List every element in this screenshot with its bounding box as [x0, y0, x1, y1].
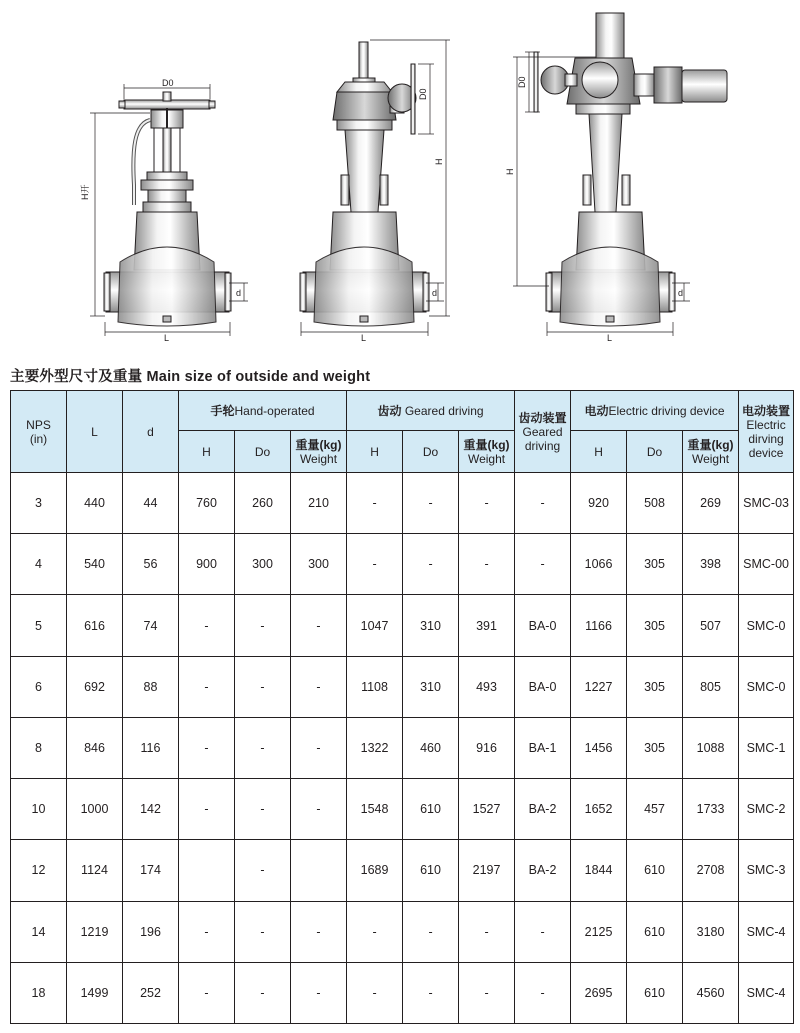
size-weight-table [10, 390, 794, 1024]
cell-hand-h: - [179, 595, 235, 656]
cell-elec-wt: 398 [683, 534, 739, 595]
cell-gear-do: 310 [403, 656, 459, 717]
table-row [11, 656, 794, 717]
cell-d: 174 [123, 840, 179, 901]
header-nps: NPS (in) [11, 391, 67, 473]
cell-elec-dev: SMC-4 [739, 962, 794, 1023]
electric-l-label: L [607, 333, 613, 343]
cell-elec-do: 610 [627, 840, 683, 901]
geared-d0-label: D0 [418, 88, 428, 100]
cell-gear-do: 610 [403, 779, 459, 840]
cell-gear-dev: BA-0 [515, 656, 571, 717]
header-electric-do: Do [627, 431, 683, 473]
cell-d: 44 [123, 473, 179, 534]
cell-nps: 6 [11, 656, 67, 717]
cell-d: 116 [123, 717, 179, 778]
header-l: L [67, 391, 123, 473]
header-geared-device: 齿动装置 Geared driving [515, 391, 571, 473]
cell-gear-wt: - [459, 901, 515, 962]
cell-d: 252 [123, 962, 179, 1023]
cell-gear-wt: - [459, 962, 515, 1023]
valve-drawings [0, 0, 800, 350]
cell-elec-do: 457 [627, 779, 683, 840]
hand-h-label: H开 [80, 184, 90, 200]
table-row [11, 595, 794, 656]
hand-operated-valve-drawing [104, 92, 231, 326]
cell-gear-wt: - [459, 534, 515, 595]
cell-nps: 18 [11, 962, 67, 1023]
header-geared-do: Do [403, 431, 459, 473]
cell-gear-do: - [403, 534, 459, 595]
cell-hand-h: - [179, 656, 235, 717]
cell-hand-h [179, 840, 235, 901]
electric-d0-label: D0 [517, 76, 527, 88]
cell-hand-wt: 210 [291, 473, 347, 534]
cell-gear-wt: - [459, 473, 515, 534]
cell-gear-do: 460 [403, 717, 459, 778]
cell-elec-h: 1227 [571, 656, 627, 717]
cell-hand-h: 900 [179, 534, 235, 595]
cell-hand-wt: - [291, 656, 347, 717]
cell-gear-h: - [347, 962, 403, 1023]
cell-hand-do: - [235, 656, 291, 717]
cell-gear-dev: BA-0 [515, 595, 571, 656]
cell-d: 88 [123, 656, 179, 717]
cell-elec-do: 305 [627, 717, 683, 778]
cell-elec-h: 1456 [571, 717, 627, 778]
cell-gear-wt: 2197 [459, 840, 515, 901]
cell-hand-do: 300 [235, 534, 291, 595]
cell-gear-wt: 1527 [459, 779, 515, 840]
cell-gear-dev: BA-2 [515, 840, 571, 901]
hand-d-label: d [236, 288, 242, 298]
cell-elec-wt: 3180 [683, 901, 739, 962]
cell-hand-do: - [235, 717, 291, 778]
cell-hand-h: - [179, 901, 235, 962]
cell-elec-do: 305 [627, 534, 683, 595]
cell-hand-wt [291, 840, 347, 901]
cell-l: 1124 [67, 840, 123, 901]
electric-d-label: d [678, 288, 684, 298]
header-electric-weight: 重量(kg) Weight [683, 431, 739, 473]
cell-elec-h: 1652 [571, 779, 627, 840]
cell-gear-h: 1108 [347, 656, 403, 717]
cell-elec-wt: 507 [683, 595, 739, 656]
header-d: d [123, 391, 179, 473]
cell-nps: 12 [11, 840, 67, 901]
cell-gear-wt: 916 [459, 717, 515, 778]
table-row [11, 901, 794, 962]
header-hand-do: Do [235, 431, 291, 473]
cell-d: 56 [123, 534, 179, 595]
cell-hand-h: - [179, 962, 235, 1023]
section-title: 主要外型尺寸及重量 Main size of outside and weight [10, 369, 371, 385]
cell-elec-h: 1844 [571, 840, 627, 901]
table-row [11, 717, 794, 778]
cell-gear-h: 1548 [347, 779, 403, 840]
cell-hand-do: - [235, 962, 291, 1023]
cell-hand-wt: - [291, 901, 347, 962]
cell-hand-wt: - [291, 717, 347, 778]
table-row [11, 534, 794, 595]
cell-elec-wt: 4560 [683, 962, 739, 1023]
cell-hand-do: - [235, 595, 291, 656]
table-row [11, 473, 794, 534]
geared-d-label: d [432, 288, 438, 298]
cell-gear-dev: BA-1 [515, 717, 571, 778]
cell-elec-h: 2125 [571, 901, 627, 962]
cell-gear-dev: BA-2 [515, 779, 571, 840]
header-geared-driving: 齿动 Geared driving [347, 391, 515, 431]
cell-nps: 3 [11, 473, 67, 534]
electric-valve-drawing [534, 13, 727, 326]
cell-elec-dev: SMC-00 [739, 534, 794, 595]
geared-l-label: L [361, 333, 367, 343]
cell-gear-h: - [347, 473, 403, 534]
cell-elec-dev: SMC-03 [739, 473, 794, 534]
header-hand-h: H [179, 431, 235, 473]
cell-elec-h: 1066 [571, 534, 627, 595]
cell-elec-wt: 269 [683, 473, 739, 534]
header-electric-device: 电动装置 Electric dirving device [739, 391, 794, 473]
cell-hand-h: - [179, 717, 235, 778]
cell-elec-dev: SMC-0 [739, 656, 794, 717]
cell-elec-wt: 805 [683, 656, 739, 717]
geared-h-label: H [434, 158, 444, 165]
hand-l-label: L [164, 333, 170, 343]
cell-gear-h: - [347, 534, 403, 595]
cell-elec-do: 508 [627, 473, 683, 534]
cell-elec-do: 610 [627, 901, 683, 962]
cell-hand-wt: 300 [291, 534, 347, 595]
cell-elec-wt: 1733 [683, 779, 739, 840]
cell-elec-do: 305 [627, 595, 683, 656]
cell-gear-dev: - [515, 962, 571, 1023]
cell-gear-h: 1047 [347, 595, 403, 656]
cell-elec-do: 305 [627, 656, 683, 717]
cell-elec-wt: 2708 [683, 840, 739, 901]
cell-gear-do: - [403, 901, 459, 962]
cell-l: 1219 [67, 901, 123, 962]
cell-hand-do: 260 [235, 473, 291, 534]
cell-elec-do: 610 [627, 962, 683, 1023]
cell-gear-h: - [347, 901, 403, 962]
table-row [11, 962, 794, 1023]
cell-hand-wt: - [291, 962, 347, 1023]
header-hand-weight: 重量(kg) Weight [291, 431, 347, 473]
cell-hand-do: - [235, 901, 291, 962]
cell-elec-wt: 1088 [683, 717, 739, 778]
geared-valve-drawing [300, 42, 429, 326]
cell-gear-do: - [403, 962, 459, 1023]
cell-elec-dev: SMC-3 [739, 840, 794, 901]
cell-elec-dev: SMC-4 [739, 901, 794, 962]
cell-l: 1000 [67, 779, 123, 840]
cell-gear-wt: 391 [459, 595, 515, 656]
header-geared-h: H [347, 431, 403, 473]
cell-hand-h: 760 [179, 473, 235, 534]
cell-l: 692 [67, 656, 123, 717]
cell-l: 540 [67, 534, 123, 595]
cell-gear-dev: - [515, 473, 571, 534]
cell-gear-do: 610 [403, 840, 459, 901]
cell-l: 1499 [67, 962, 123, 1023]
cell-hand-wt: - [291, 595, 347, 656]
cell-elec-dev: SMC-2 [739, 779, 794, 840]
cell-hand-do: - [235, 840, 291, 901]
cell-elec-dev: SMC-1 [739, 717, 794, 778]
header-geared-weight: 重量(kg) Weight [459, 431, 515, 473]
cell-elec-h: 1166 [571, 595, 627, 656]
cell-l: 846 [67, 717, 123, 778]
cell-elec-h: 2695 [571, 962, 627, 1023]
header-hand-operated: 手轮Hand-operated [179, 391, 347, 431]
table-row [11, 840, 794, 901]
cell-d: 142 [123, 779, 179, 840]
cell-elec-dev: SMC-0 [739, 595, 794, 656]
hand-d0-label: D0 [162, 78, 174, 88]
header-electric-driving: 电动Electric driving device [571, 391, 739, 431]
electric-h-label: H [505, 168, 515, 175]
cell-l: 440 [67, 473, 123, 534]
cell-gear-h: 1322 [347, 717, 403, 778]
cell-gear-dev: - [515, 901, 571, 962]
cell-hand-do: - [235, 779, 291, 840]
cell-d: 74 [123, 595, 179, 656]
cell-nps: 10 [11, 779, 67, 840]
cell-hand-h: - [179, 779, 235, 840]
cell-hand-wt: - [291, 779, 347, 840]
cell-nps: 14 [11, 901, 67, 962]
cell-gear-h: 1689 [347, 840, 403, 901]
cell-l: 616 [67, 595, 123, 656]
table-body [11, 473, 794, 1024]
cell-nps: 5 [11, 595, 67, 656]
cell-nps: 8 [11, 717, 67, 778]
header-electric-h: H [571, 431, 627, 473]
cell-gear-do: - [403, 473, 459, 534]
cell-d: 196 [123, 901, 179, 962]
cell-gear-dev: - [515, 534, 571, 595]
cell-elec-h: 920 [571, 473, 627, 534]
table-row [11, 779, 794, 840]
cell-gear-do: 310 [403, 595, 459, 656]
cell-nps: 4 [11, 534, 67, 595]
cell-gear-wt: 493 [459, 656, 515, 717]
